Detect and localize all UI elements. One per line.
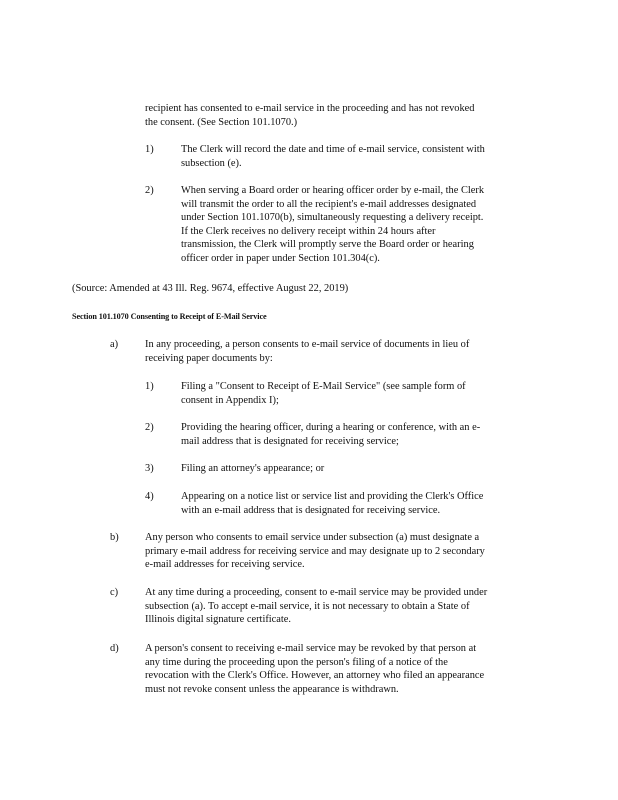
subsection-text: A person's consent to receiving e-mail service may be revoked by that person at any time during the proceeding upon the person's filing of a notice of the revocation with the Clerk's Office. However, an attorney who filed an appearance must not revoke consent unless the appearance is withdrawn. bbox=[145, 643, 485, 695]
section-heading: Section 101.1070 Consenting to Receipt of E-Mail Service bbox=[72, 312, 267, 321]
continuation-paragraph: recipient has consented to e-mail service in the proceeding and has not revoked the consent. (See Section 101.1070.) bbox=[145, 103, 475, 128]
item-text: Filing a "Consent to Receipt of E-Mail Service" (see sample form of consent in Appendix I); bbox=[181, 381, 466, 406]
subsection-letter: d) bbox=[110, 643, 119, 654]
item-number: 4) bbox=[145, 491, 154, 502]
item-number: 1) bbox=[145, 381, 154, 392]
subsection-letter: c) bbox=[110, 587, 119, 598]
item-text: The Clerk will record the date and time of e-mail service, consistent with subsection (e). bbox=[181, 144, 485, 169]
subsection-letter: b) bbox=[110, 532, 119, 543]
item-text: Providing the hearing officer, during a hearing or conference, with an e- mail address that is designated for receiving service; bbox=[181, 422, 481, 447]
subsection-letter: a) bbox=[110, 339, 119, 350]
item-text: When serving a Board order or hearing officer order by e-mail, the Clerk will transmit the order to all the recipient's e-mail addresses designated under Section 101.1070(b), simultaneously requesting a delivery receipt. If the Clerk receives no delivery receipt within 24 hours after transmission, the Clerk will promptly serve the Board order or hearing officer order in paper under Section 101.304(c). bbox=[181, 185, 485, 264]
item-number: 2) bbox=[145, 185, 154, 196]
subsection-text: Any person who consents to email service under subsection (a) must designate a primary e-mail address for receiving service and may designate up to 2 secondary e-mail addresses for receiving service. bbox=[145, 532, 485, 571]
item-number: 2) bbox=[145, 422, 154, 433]
item-text: Appearing on a notice list or service list and providing the Clerk's Office with an e-mail address that is designated for receiving service. bbox=[181, 491, 484, 516]
subsection-text: In any proceeding, a person consents to e-mail service of documents in lieu of receiving paper documents by: bbox=[145, 339, 470, 364]
item-number: 3) bbox=[145, 463, 154, 474]
item-text: Filing an attorney's appearance; or bbox=[181, 463, 325, 474]
item-number: 1) bbox=[145, 144, 154, 155]
source-note: (Source: Amended at 43 Ill. Reg. 9674, effective August 22, 2019) bbox=[72, 283, 349, 294]
subsection-text: At any time during a proceeding, consent to e-mail service may be provided under subsection (a). To accept e-mail service, it is not necessary to obtain a State of Illinois digital signature certificate. bbox=[145, 587, 488, 626]
